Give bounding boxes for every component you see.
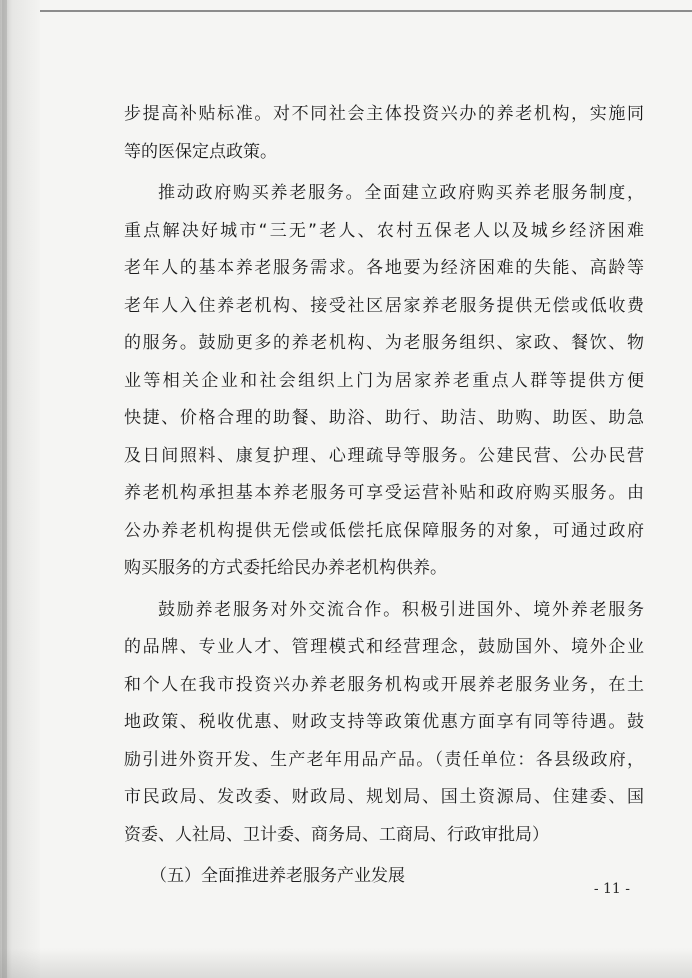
text-line: 资委、人社局、卫计委、商务局、工商局、行政审批局） — [124, 824, 549, 845]
text-line: 快捷、价格合理的助餐、助浴、助行、助洁、助购、助医、助急 — [124, 408, 644, 428]
top-rule — [40, 10, 692, 12]
page-bottom-shadow — [0, 948, 692, 978]
text-line: 业等相关企业和社会组织上门为居家养老重点人群等提供方便 — [124, 370, 644, 391]
text-line: 推动政府购买养老服务。全面建立政府购买养老服务制度， — [158, 183, 644, 203]
text-line: 养老机构承担基本养老服务可享受运营补贴和政府购买服务。由 — [124, 483, 644, 503]
text-line: 老年人入住养老机构、接受社区居家养老服务提供无偿或低收费 — [124, 295, 644, 316]
text-line: 等的医保定点政策。 — [124, 141, 277, 162]
text-line: 老年人的基本养老服务需求。各地要为经济困难的失能、高龄等 — [124, 258, 644, 278]
text-line: 市民政局、发改委、财政局、规划局、国土资源局、住建委、国 — [124, 787, 644, 807]
page-number: - 11 - — [593, 881, 630, 897]
text-line: 和个人在我市投资兴办养老服务机构或开展养老服务业务，在土 — [124, 674, 644, 695]
text-line: 步提高补贴标准。对不同社会主体投资兴办的养老机构，实施同 — [124, 104, 644, 124]
body-text — [124, 96, 644, 896]
text-line: 重点解决好城市“三无”老人、农村五保老人以及城乡经济困难 — [124, 220, 644, 241]
text-line: 及日间照料、康复护理、心理疏导等服务。公建民营、公办民营 — [124, 445, 644, 466]
text-line: 的服务。鼓励更多的养老机构、为老服务组织、家政、餐饮、物 — [124, 333, 644, 353]
text-line: 的品牌、专业人才、管理模式和经营理念，鼓励国外、境外企业 — [124, 637, 644, 657]
text-line: 购买服务的方式委托给民办养老机构供养。 — [124, 558, 447, 578]
section-heading: （五）全面推进养老服务产业发展 — [150, 866, 405, 886]
text-line: 地政策、税收优惠、财政支持等政策优惠方面享有同等待遇。鼓 — [124, 712, 644, 732]
page-left-edge — [2, 0, 7, 978]
text-line: 公办养老机构提供无偿或低偿托底保障服务的对象，可通过政府 — [124, 520, 644, 541]
text-line: 励引进外资开发、生产老年用品产品。（责任单位：各县级政府， — [124, 749, 644, 770]
text-line: 鼓励养老服务对外交流合作。积极引进国外、境外养老服务 — [158, 599, 644, 620]
